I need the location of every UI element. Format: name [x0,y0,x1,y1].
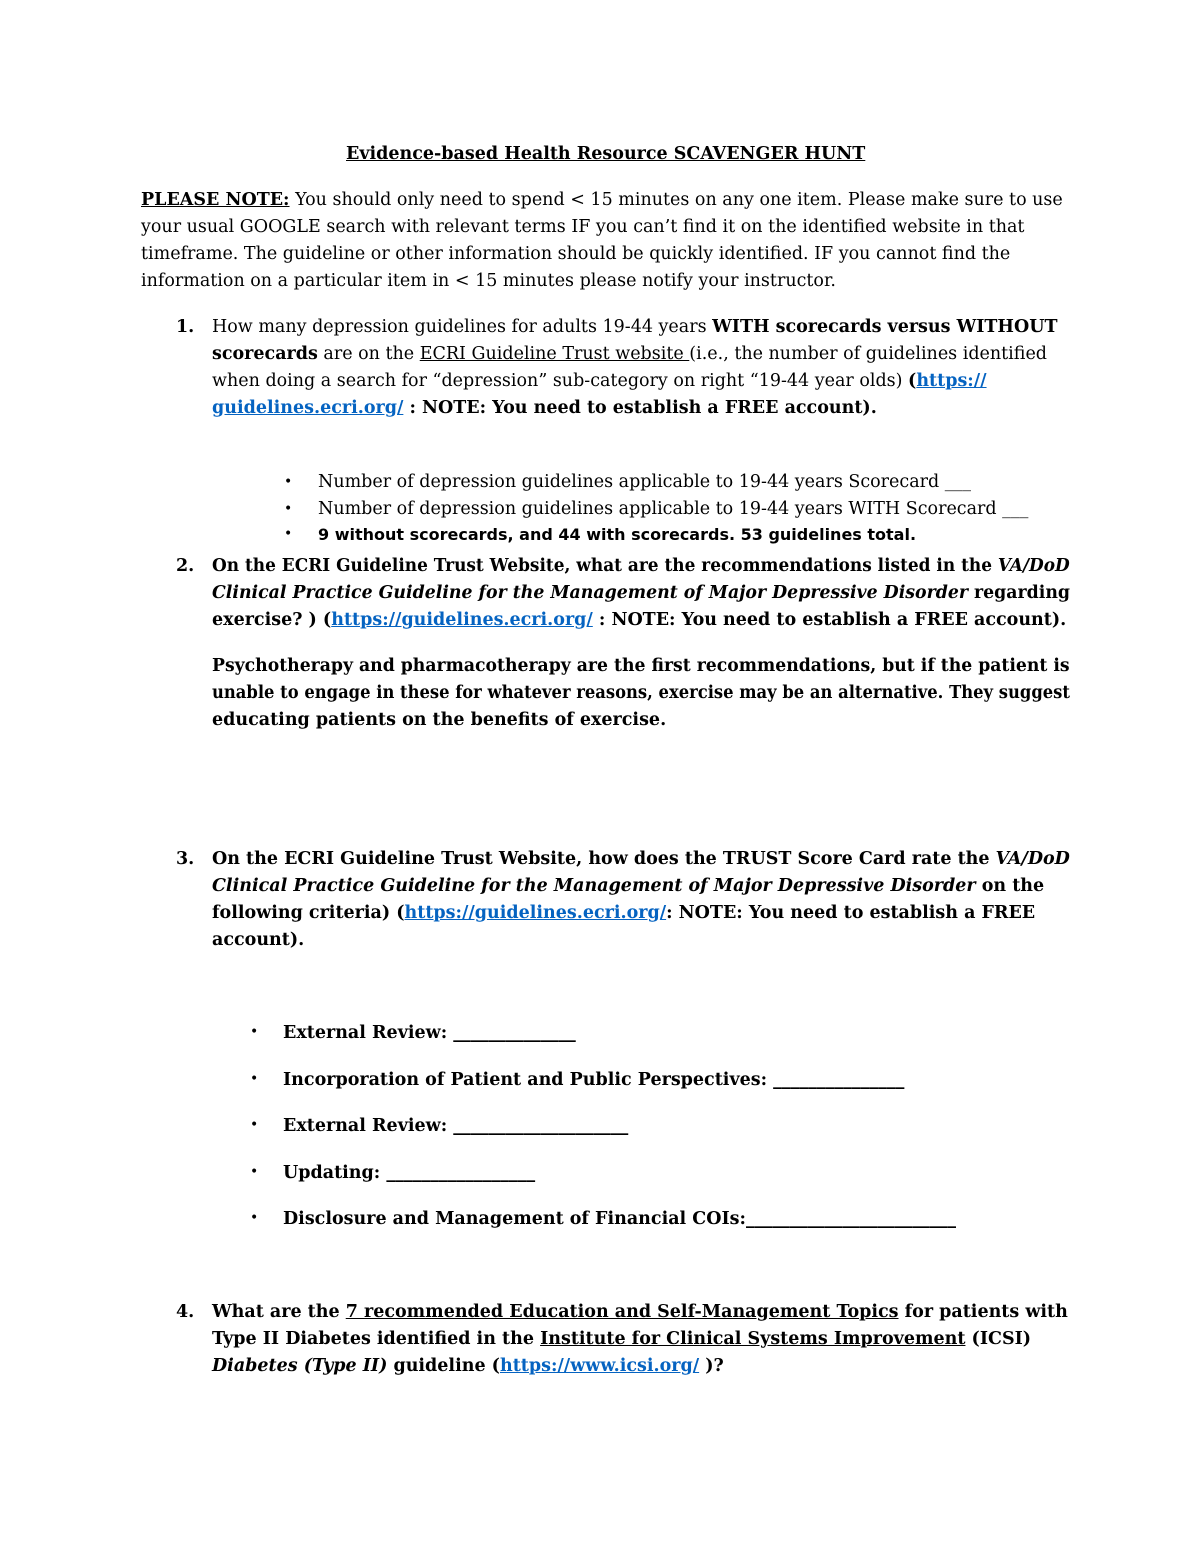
note-line-3: timeframe. The guideline or other information should be quickly identified. IF you cannot find the [141,244,1011,264]
q2-answer-line-1: Psychotherapy and pharmacotherapy are the first recommendations, but if the patient is [212,656,1070,676]
q1-bullet-2: Number of depression guidelines applicable to 19-44 years WITH Scorecard ___ [318,499,1029,519]
q4-line-1: What are the 7 recommended Education and Self-Management Topics for patients with [212,1302,1068,1322]
bullet-icon: • [250,1071,259,1087]
q4-line-2: Type II Diabetes identified in the Institute for Clinical Systems Improvement (ICSI) [212,1329,1032,1349]
q3-url-link[interactable]: https://guidelines.ecri.org/ [404,903,667,923]
icsi-name-underlined: Institute for Clinical Systems Improvement [540,1329,966,1349]
q2-number: 2. [176,556,195,576]
q1-line-3: when doing a search for “depression” sub-category on right “19-44 year olds) (https:// [212,371,987,391]
q1-bullet-1: Number of depression guidelines applicable to 19-44 years Scorecard ___ [318,472,972,492]
note-label: PLEASE NOTE: [141,190,290,210]
q4-url-link[interactable]: https://www.icsi.org/ [499,1356,700,1376]
q4-number: 4. [176,1302,195,1322]
q2-answer-line-3: educating patients on the benefits of exercise. [212,710,667,730]
q2-url-link[interactable]: https://guidelines.ecri.org/ [331,610,593,630]
bullet-icon: • [250,1210,259,1226]
q1-url-link-part2[interactable]: guidelines.ecri.org/ [212,398,404,418]
q2-answer-line-2: unable to engage in these for whatever reasons, exercise may be an alternative. They suggest [212,683,1070,703]
q2-line-3: exercise? ) (https://guidelines.ecri.org/ : NOTE: You need to establish a FREE account). [212,610,1067,630]
q3-criterion-3: External Review: ____________________ [283,1116,629,1136]
note-line-1: PLEASE NOTE: You should only need to spend < 15 minutes on any one item. Please make sure to use [141,190,1063,210]
q3-line-1: On the ECRI Guideline Trust Website, how does the TRUST Score Card rate the VA/DoD [212,849,1070,869]
q2-line-2: Clinical Practice Guideline for the Management of Major Depressive Disorder regarding [212,583,1071,603]
q3-line-4: account). [212,930,305,950]
q1-line-1: How many depression guidelines for adults 19-44 years WITH scorecards versus WITHOUT [212,317,1058,337]
q1-line-4: guidelines.ecri.org/ : NOTE: You need to establish a FREE account). [212,398,877,418]
q1-url-link-part1[interactable]: https:// [916,371,987,391]
q2-line-1: On the ECRI Guideline Trust Website, what are the recommendations listed in the VA/DoD [212,556,1070,576]
q1-line-2: scorecards are on the ECRI Guideline Trust website (i.e., the number of guidelines identified [212,344,1048,364]
ecri-guideline-trust-link[interactable]: ECRI Guideline Trust website [419,344,690,364]
note-line-2: your usual GOOGLE search with relevant terms IF you can’t find it on the identified website in that [141,217,1025,237]
document-title: Evidence-based Health Resource SCAVENGER HUNT [346,144,866,164]
q3-line-3: following criteria) (https://guidelines.ecri.org/: NOTE: You need to establish a FREE [212,903,1036,923]
q3-criterion-4: Updating: _________________ [283,1163,536,1183]
q3-criterion-5: Disclosure and Management of Financial COIs:________________________ [283,1209,956,1229]
q4-line-3: Diabetes (Type II) guideline (https://www.icsi.org/ )? [212,1356,724,1376]
bullet-icon: • [250,1117,259,1133]
q3-criterion-1: External Review: ______________ [283,1023,576,1043]
bullet-icon: • [250,1024,259,1040]
q3-number: 3. [176,849,195,869]
q3-criterion-2: Incorporation of Patient and Public Perspectives: _______________ [283,1070,905,1090]
note-line-4: information on a particular item in < 15 minutes please notify your instructor. [141,271,836,291]
bullet-icon: • [284,474,293,490]
bullet-icon: • [284,526,293,542]
bullet-icon: • [250,1164,259,1180]
q1-bullet-3-answer: 9 without scorecards, and 44 with scorecards. 53 guidelines total. [318,525,917,544]
bullet-icon: • [284,501,293,517]
q3-line-2: Clinical Practice Guideline for the Management of Major Depressive Disorder on the [212,876,1045,896]
q1-number: 1. [176,317,195,337]
q4-topics-underlined: 7 recommended Education and Self-Management Topics [345,1302,899,1322]
